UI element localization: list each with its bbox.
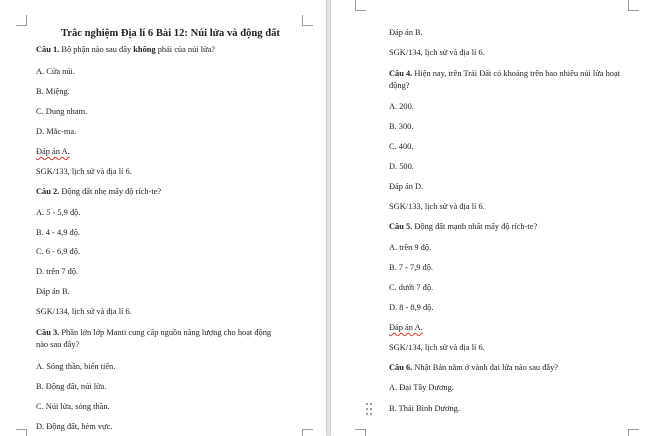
source-reference: SGK/133, lịch sử và địa lí 6. — [389, 202, 485, 211]
margin-corner-mark — [16, 429, 27, 436]
margin-corner-mark — [628, 0, 639, 11]
option-c: C. dưới 7 độ. — [389, 283, 434, 292]
question-text: Bộ phận nào sau đây — [61, 45, 132, 54]
answer-text — [36, 146, 70, 157]
source-reference: SGK/134, lịch sử và địa lí 6. — [389, 343, 485, 352]
answer-text: Đáp án B. — [389, 28, 423, 37]
option-c: C. 6 - 6,9 độ. — [36, 247, 80, 256]
option-d: D. 500. — [389, 162, 414, 171]
question-text-continuation: nào sau đây? — [36, 340, 80, 349]
option-d: D. trên 7 độ. — [36, 267, 79, 276]
source-reference: SGK/133, lịch sử và địa lí 6. — [36, 167, 132, 176]
question-text: phải của núi lửa? — [157, 45, 216, 54]
question-text: Động đất mạnh nhất mấy độ rích-te? — [414, 222, 538, 231]
question-4 — [389, 68, 620, 79]
option-b: B. 7 - 7,9 độ. — [389, 263, 433, 272]
question-label: Câu 4. — [389, 69, 413, 78]
answer-text: Đáp án B. — [36, 287, 70, 296]
option-b: B. Miệng. — [36, 87, 70, 96]
margin-corner-mark — [302, 15, 313, 26]
option-a: A. 200. — [389, 102, 414, 111]
question-6 — [389, 362, 558, 373]
question-text: Hiện nay, trên Trái Đất có khoảng trên bao nhiêu núi lửa hoạt — [414, 69, 621, 78]
margin-corner-mark — [16, 15, 27, 26]
answer-text: Đáp án D. — [389, 182, 424, 191]
question-text: Nhật Bản nằm ở vành đai lửa nào sau đây? — [414, 363, 558, 372]
document-page-right[interactable] — [331, 0, 650, 436]
answer-label: Đáp án A. — [36, 147, 70, 156]
question-text: Động đất nhẹ mấy độ rích-te? — [61, 187, 162, 196]
option-b: B. 300. — [389, 122, 414, 131]
option-d: D. 8 - 8,9 độ. — [389, 303, 434, 312]
margin-corner-mark — [355, 429, 366, 436]
question-label: Câu 2. — [36, 187, 60, 196]
answer-label: Đáp án A. — [389, 323, 423, 332]
option-b: B. Thái Bình Dương. — [389, 404, 460, 413]
question-text: Phần lớn lớp Manti cung cấp nguồn năng lượng cho hoạt động — [61, 328, 272, 337]
answer-text — [389, 322, 423, 333]
option-c: C. Dung nham. — [36, 107, 88, 116]
document-title: Trắc nghiệm Địa lí 6 Bài 12: Núi lửa và động đất — [61, 28, 280, 39]
source-reference: SGK/134, lịch sử và địa lí 6. — [389, 48, 485, 57]
source-reference: SGK/134, lịch sử và địa lí 6. — [36, 307, 132, 316]
option-d: D. Mắc-ma. — [36, 127, 77, 136]
option-a: A. Đại Tây Dương. — [389, 383, 454, 392]
option-d: D. Động đất, hẻm vực. — [36, 422, 113, 431]
question-5 — [389, 221, 537, 232]
question-label: Câu 3. — [36, 328, 60, 337]
margin-corner-mark — [302, 429, 313, 436]
question-2 — [36, 186, 161, 197]
question-label: Câu 5. — [389, 222, 413, 231]
option-a: A. trên 9 độ. — [389, 243, 432, 252]
option-c: C. 400. — [389, 142, 414, 151]
paragraph-drag-handle-icon[interactable] — [366, 403, 372, 415]
option-b: B. Động đất, núi lửa. — [36, 382, 107, 391]
option-b: B. 4 - 4,9 độ. — [36, 228, 80, 237]
option-c: C. Núi lửa, sóng thần. — [36, 402, 110, 411]
question-text-continuation: động? — [389, 81, 410, 90]
margin-corner-mark — [355, 0, 366, 11]
question-1 — [36, 44, 215, 55]
option-a: A. Sóng thần, biển tiến. — [36, 362, 116, 371]
question-3 — [36, 327, 271, 338]
margin-corner-mark — [628, 429, 639, 436]
question-label: Câu 1. — [36, 45, 60, 54]
question-emphasis: không — [133, 45, 156, 54]
question-label: Câu 6. — [389, 363, 413, 372]
option-a: A. 5 - 5,9 độ. — [36, 208, 81, 217]
option-a: A. Cửa núi. — [36, 67, 75, 76]
